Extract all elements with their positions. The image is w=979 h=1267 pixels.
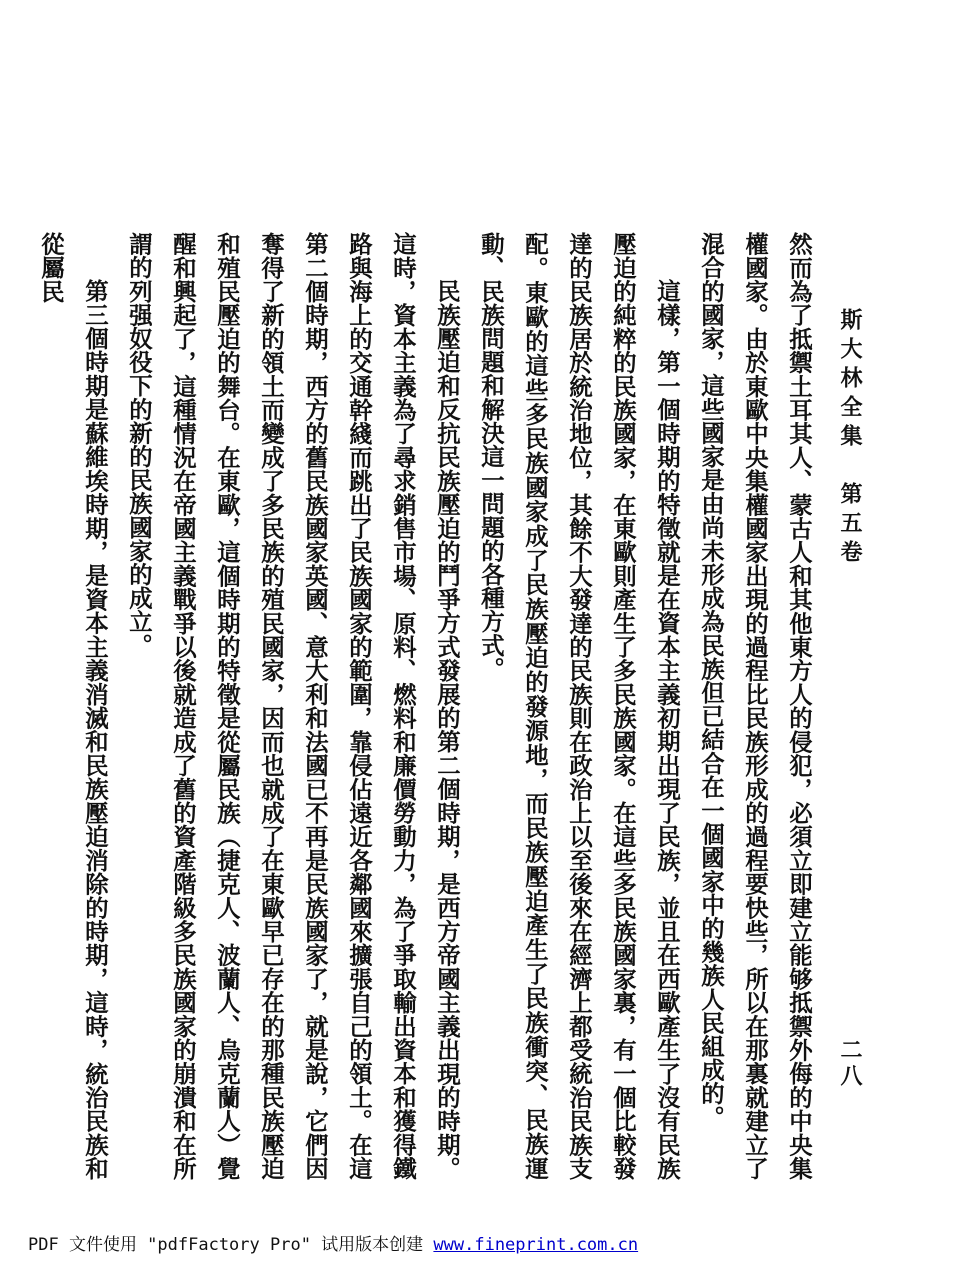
paragraph-2: 這樣，第一個時期的特徵就是在資本主義初期出現了民族，並且在西歐產生了沒有民族壓迫的純粹的民族國家，在東歐則產生了多民族國家。在這些多民族國家裏，有一個比較發達的民族居於統治地位，其餘不大發達的民族則在政治上以至後來在經濟上都受統治民族支配。東歐的這些多民族國家成了民族壓迫的發源地，而民族壓迫產生了民族衝突、民族運動、民族問題和解決這一問題的各種方式。: [477, 232, 681, 1180]
paragraph-3: 民族壓迫和反抗民族壓迫的鬥爭方式發展的第二個時期，是西方帝國主義出現的時期。這時，資本主義為了尋求銷售市場、原料、燃料和廉價勞動力，為了爭取輸出資本和獲得鐵路與海上的交通幹綫而跳出了民族國家的範圍，靠侵佔遠近各鄰國來擴張自己的領土。在這第二個時期，西方的舊民族國家英國、意大利和法國已不再是民族國家了，就是說，它們因奪得了新的領土而變成了多民族的殖民國家，因而也就成了在東歐早已存在的那種民族壓迫和殖民壓迫的舞台。在東歐，這個時期的特徵是從屬民族（捷克人、波蘭人、烏克蘭人）覺醒和興起了，這種情況在帝國主義戰爭以後就造成了舊的資產階級多民族國家的崩潰和在所謂的列强奴役下的新的民族國家的成立。: [125, 232, 461, 1180]
page-number: 二八: [837, 1038, 863, 1090]
footer-link[interactable]: www.fineprint.com.cn: [433, 1235, 639, 1255]
paragraph-1: 然而為了抵禦土耳其人、蒙古人和其他東方人的侵犯，必須立即建立能够抵禦外侮的中央集權國家。由於東歐中央集權國家出現的過程比民族形成的過程要快些，所以在那裏就建立了混合的國家，這些國家是由尚未形成為民族但已結合在一個國家中的幾族人民組成的。: [697, 232, 813, 1180]
running-header-title: 斯大林全集 第五卷: [837, 308, 863, 569]
footer-text: PDF 文件使用 "pdfFactory Pro" 试用版本创建: [28, 1235, 434, 1255]
body-text: [37, 232, 821, 1180]
pdf-footer: [28, 1230, 638, 1255]
paragraph-4: 第三個時期是蘇維埃時期，是資本主義消滅和民族壓迫消除的時期，這時，統治民族和從屬民: [37, 232, 109, 1180]
